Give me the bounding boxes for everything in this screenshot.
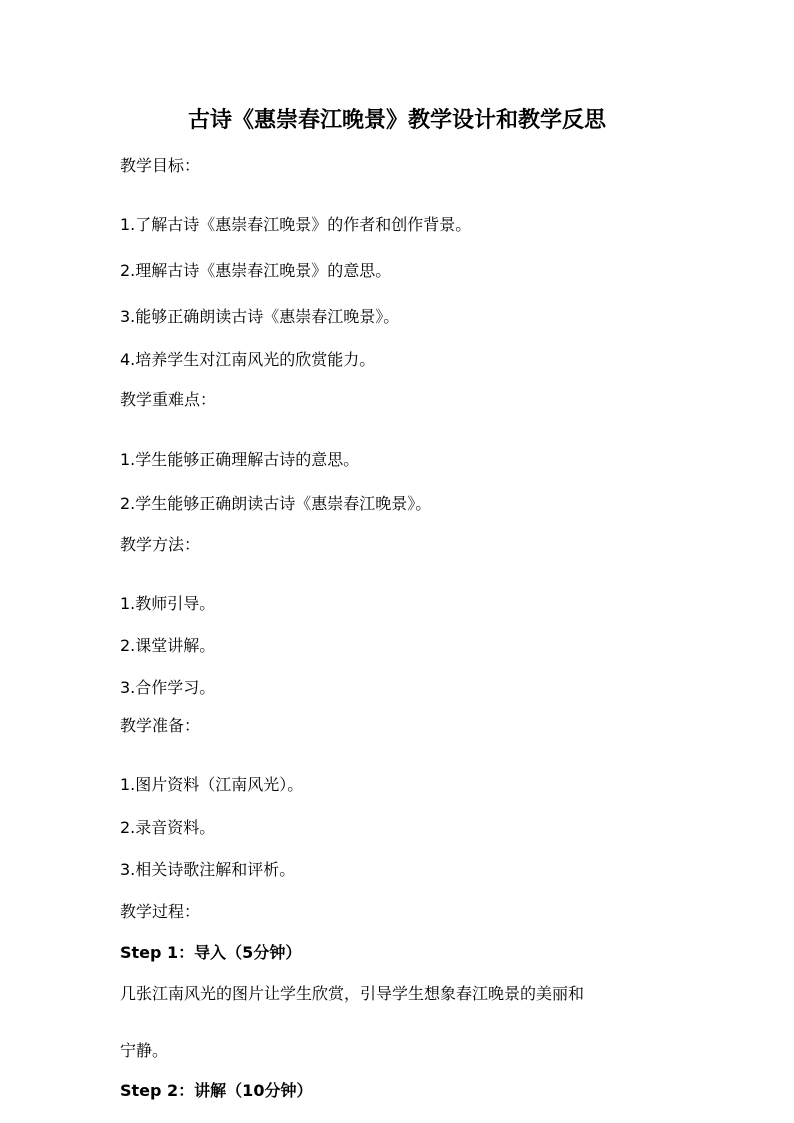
paragraph-line: 几张江南风光的图片让学生欣赏，引导学生想象春江晚景的美丽和 xyxy=(120,984,585,1003)
key-point-item: 1.学生能够正确理解古诗的意思。 xyxy=(120,450,360,469)
step-heading: Step 1：导入（5分钟） xyxy=(120,943,302,962)
section-heading-process: 教学过程： xyxy=(120,902,201,921)
section-heading-key-points: 教学重难点： xyxy=(120,390,217,409)
objective-item: 3.能够正确朗读古诗《惠崇春江晚景》。 xyxy=(120,307,400,326)
objective-item: 2.理解古诗《惠崇春江晚景》的意思。 xyxy=(120,261,392,280)
method-item: 2.课堂讲解。 xyxy=(120,636,216,655)
section-heading-preparation: 教学准备： xyxy=(120,716,201,735)
preparation-item: 2.录音资料。 xyxy=(120,818,216,837)
section-heading-objectives: 教学目标： xyxy=(120,156,201,175)
document-title: 古诗《惠崇春江晚景》教学设计和教学反思 xyxy=(187,108,606,133)
preparation-item: 1.图片资料（江南风光）。 xyxy=(120,775,304,794)
step-heading: Step 2：讲解（10分钟） xyxy=(120,1081,313,1100)
objective-item: 1.了解古诗《惠崇春江晚景》的作者和创作背景。 xyxy=(120,215,472,234)
method-item: 3.合作学习。 xyxy=(120,678,216,697)
objective-item: 4.培养学生对江南风光的欣赏能力。 xyxy=(120,350,376,369)
key-point-item: 2.学生能够正确朗读古诗《惠崇春江晚景》。 xyxy=(120,494,432,513)
section-heading-methods: 教学方法： xyxy=(120,535,201,554)
paragraph-line: 宁静。 xyxy=(120,1041,169,1060)
preparation-item: 3.相关诗歌注解和评析。 xyxy=(120,860,296,879)
method-item: 1.教师引导。 xyxy=(120,594,216,613)
